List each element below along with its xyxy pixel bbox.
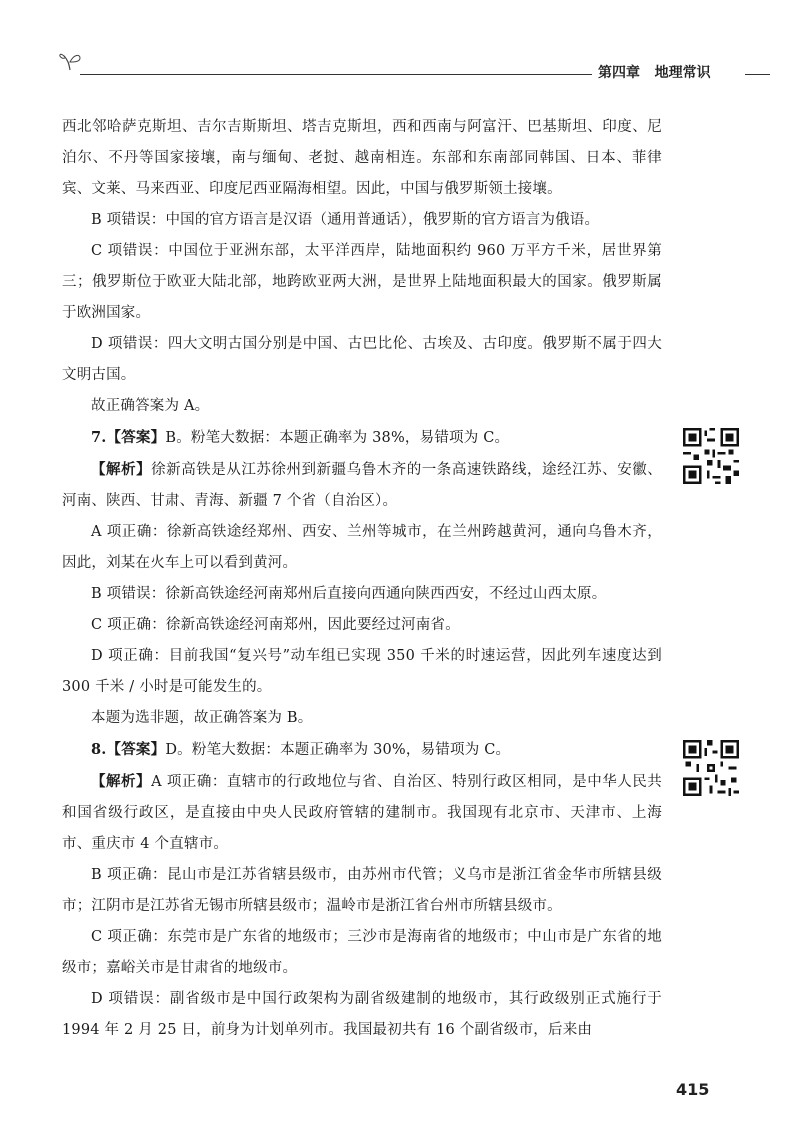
answer-label: 【解析】 [91,461,152,478]
qr-code-icon [683,740,739,796]
paragraph [62,703,662,734]
paragraph [62,517,662,579]
paragraph [62,984,662,1046]
paragraph-text: 本题为选非题，故正确答案为 B。 [91,710,313,726]
paragraph [62,112,662,205]
paragraph [62,329,662,391]
answer-label: 【解析】 [91,773,152,790]
page-number: 415 [676,1080,710,1099]
paragraph-text: 故正确答案为 A。 [91,398,210,414]
paragraph [62,641,662,703]
answer-label: 8.【答案】 [91,741,166,758]
paragraph-text: A 项正确：徐新高铁途经郑州、西安、兰州等城市，在兰州跨越黄河，通向乌鲁木齐，因此，刘某在火车上可以看到黄河。 [62,524,662,571]
running-head [598,62,748,82]
paragraph-text: 西北邻哈萨克斯坦、吉尔吉斯斯坦、塔吉克斯坦，西和西南与阿富汗、巴基斯坦、印度、尼泊尔、不丹等国家接壤，南与缅甸、老挝、越南相连。东部和东南部同韩国、日本、菲律宾、文莱、马来西亚、印度尼西亚隔海相望。因此，中国与俄罗斯领土接壤。 [62,119,662,197]
header-rule-tail [745,74,770,75]
paragraph-text: B 项错误：徐新高铁途经河南郑州后直接向西通向陕西西安，不经过山西太原。 [91,586,607,602]
paragraph-text: C 项正确：东莞市是广东省的地级市；三沙市是海南省的地级市；中山市是广东省的地级市；嘉峪关市是甘肃省的地级市。 [62,929,662,976]
paragraph [62,391,662,422]
paragraph-text: D 项错误：副省级市是中国行政架构为副省级建制的地级市，其行政级别正式施行于 1994 年 2 月 25 日，前身为计划单列市。我国最初共有 16 个副省级市，后来由 [62,991,662,1038]
body-text [62,112,662,1046]
header-rule [80,74,592,75]
paragraph-text: D 项正确：目前我国“复兴号”动车组已实现 350 千米的时速运营，因此列车速度达到 300 千米 / 小时是可能发生的。 [62,648,662,695]
answer-label: 7.【答案】 [91,429,166,446]
qr-code-icon [683,428,739,484]
paragraph-text: B 项错误：中国的官方语言是汉语（通用普通话），俄罗斯的官方语言为俄语。 [91,212,600,228]
paragraph-text: B 项正确：昆山市是江苏省辖县级市，由苏州市代管；义乌市是浙江省金华市所辖县级市；江阴市是江苏省无锡市所辖县级市；温岭市是浙江省台州市所辖县级市。 [62,867,662,914]
paragraph-text: C 项正确：徐新高铁途经河南郑州，因此要经过河南省。 [91,617,460,633]
paragraph [62,610,662,641]
paragraph-text: D 项错误：四大文明古国分别是中国、古巴比伦、古埃及、古印度。俄罗斯不属于四大文明古国。 [62,336,662,383]
paragraph-text: C 项错误：中国位于亚洲东部，太平洋西岸，陆地面积约 960 万平方千米，居世界第三；俄罗斯位于欧亚大陆北部，地跨欧亚两大洲，是世界上陆地面积最大的国家。俄罗斯属于欧洲国家。 [62,243,662,321]
paragraph [62,205,662,236]
paragraph [62,860,662,922]
paragraph [62,766,662,860]
paragraph-text: B。粉笔大数据：本题正确率为 38%，易错项为 C。 [165,430,510,446]
paragraph-text: D。粉笔大数据：本题正确率为 30%，易错项为 C。 [165,742,511,758]
chapter-label: 第四章 [598,65,640,81]
paragraph-text: 徐新高铁是从江苏徐州到新疆乌鲁木齐的一条高速铁路线，途经江苏、安徽、河南、陕西、甘肃、青海、新疆 7 个省（自治区）。 [62,462,662,509]
page-header [0,0,800,100]
paragraph [62,734,662,766]
leaf-logo-icon [56,48,84,72]
paragraph-text: A 项正确：直辖市的行政地位与省、自治区、特别行政区相同，是中华人民共和国省级行政区，是直接由中央人民政府管辖的建制市。我国现有北京市、天津市、上海市、重庆市 4 个直辖市。 [62,774,662,852]
paragraph [62,579,662,610]
section-label: 地理常识 [654,65,711,81]
paragraph [62,922,662,984]
paragraph [62,454,662,517]
paragraph [62,236,662,329]
paragraph [62,422,662,454]
